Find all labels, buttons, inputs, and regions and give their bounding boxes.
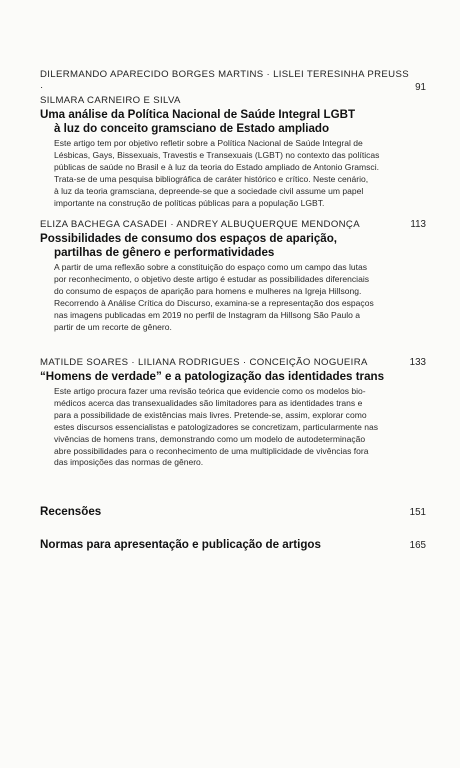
abstract-line: Este artigo procura fazer uma revisão teórica que evidencie como os modelos bio- bbox=[54, 386, 366, 396]
abstract-line: Este artigo tem por objetivo refletir sobre a Política Nacional de Saúde Integral de bbox=[54, 138, 363, 148]
authors-line: DILERMANDO APARECIDO BORGES MARTINS · LISLEI TERESINHA PREUSS · bbox=[40, 69, 409, 93]
page-number: 165 bbox=[409, 540, 426, 551]
article-title bbox=[40, 232, 426, 260]
authors-line: SILMARA CARNEIRO E SILVA bbox=[40, 95, 181, 106]
page-number: 151 bbox=[409, 507, 426, 518]
authors-row bbox=[40, 218, 426, 231]
toc-section-guidelines bbox=[40, 538, 426, 551]
abstract-line: do consumo de espaços de aparição para homens e mulheres na Igreja Hillsong. bbox=[54, 285, 362, 296]
abstract-line: Recorrendo à Análise Crítica do Discurso, examina-se a representação dos espaços bbox=[54, 297, 374, 308]
page-number: 113 bbox=[410, 219, 426, 230]
article-title bbox=[40, 370, 426, 384]
page-number: 91 bbox=[415, 82, 426, 93]
abstract-line: A partir de uma reflexão sobre a constituição do espaço como um campo das lutas bbox=[54, 262, 368, 272]
abstract bbox=[40, 386, 426, 469]
authors bbox=[40, 68, 409, 107]
title-line: “Homens de verdade” e a patologização das identidades trans bbox=[40, 370, 385, 383]
abstract-line: Trata-se de uma pesquisa bibliográfica de caráter histórico e crítico. Neste cenário, bbox=[54, 173, 369, 184]
section-label: Recensões bbox=[40, 505, 102, 518]
toc-entry bbox=[40, 356, 426, 469]
title-line: Uma análise da Política Nacional de Saúde Integral LGBT bbox=[40, 108, 356, 121]
abstract-line: à luz da teoria gramsciana, depreende-se que a sociedade civil assume um papel bbox=[54, 185, 364, 196]
section-label: Normas para apresentação e publicação de artigos bbox=[40, 538, 321, 551]
authors bbox=[40, 218, 360, 231]
authors-row bbox=[40, 356, 426, 369]
abstract-line: públicas de saúde no Brasil e à luz da teoria do Estado ampliado de Antonio Gramsci. bbox=[54, 161, 379, 172]
abstract-line: nas imagens publicadas em 2019 no perfil de Instagram da Hillsong São Paulo a bbox=[54, 309, 360, 320]
abstract-line: abre possibilidades para o reconhecimento de uma multiplicidade de vivências fora bbox=[54, 445, 369, 456]
abstract-line: Lésbicas, Gays, Bissexuais, Travestis e Transexuais (LGBT) no contexto das políticas bbox=[54, 149, 380, 160]
title-line: partilhas de gênero e performatividades bbox=[54, 246, 275, 259]
page-number: 133 bbox=[409, 357, 426, 368]
title-line: à luz do conceito gramsciano de Estado ampliado bbox=[54, 122, 330, 135]
authors-line: ELIZA BACHEGA CASADEI · ANDREY ALBUQUERQUE MENDONÇA bbox=[40, 219, 360, 230]
abstract-line: para a possibilidade de existências mais livres. Pretende-se, assim, explorar como bbox=[54, 409, 367, 420]
abstract bbox=[40, 138, 426, 209]
authors-row bbox=[40, 68, 426, 107]
abstract-line: importante na construção de políticas públicas para a população LGBT. bbox=[54, 197, 325, 208]
authors-line: MATILDE SOARES · LILIANA RODRIGUES · CONCEIÇÃO NOGUEIRA bbox=[40, 357, 368, 368]
toc-entry bbox=[40, 218, 426, 333]
authors bbox=[40, 356, 368, 369]
abstract-line: vivências de homens trans, demonstrando como um modelo de autodeterminação bbox=[54, 433, 366, 444]
toc-section-reviews bbox=[40, 505, 426, 518]
abstract-line: das imposições das normas de gênero. bbox=[54, 457, 204, 468]
abstract-line: estes discursos essencialistas e patologizadores se concretizam, particularmente nas bbox=[54, 421, 378, 432]
title-line: Possibilidades de consumo dos espaços de aparição, bbox=[40, 232, 338, 245]
abstract-line: partir de um recorte de gênero. bbox=[54, 321, 172, 332]
article-title bbox=[40, 108, 426, 136]
abstract bbox=[40, 262, 426, 333]
toc-entry bbox=[40, 68, 426, 209]
abstract-line: por reconhecimento, o objetivo deste artigo é estudar as possibilidades diferenciais bbox=[54, 273, 369, 284]
abstract-line: médicos acerca das transexualidades são limitadores para as identidades trans e bbox=[54, 397, 363, 408]
